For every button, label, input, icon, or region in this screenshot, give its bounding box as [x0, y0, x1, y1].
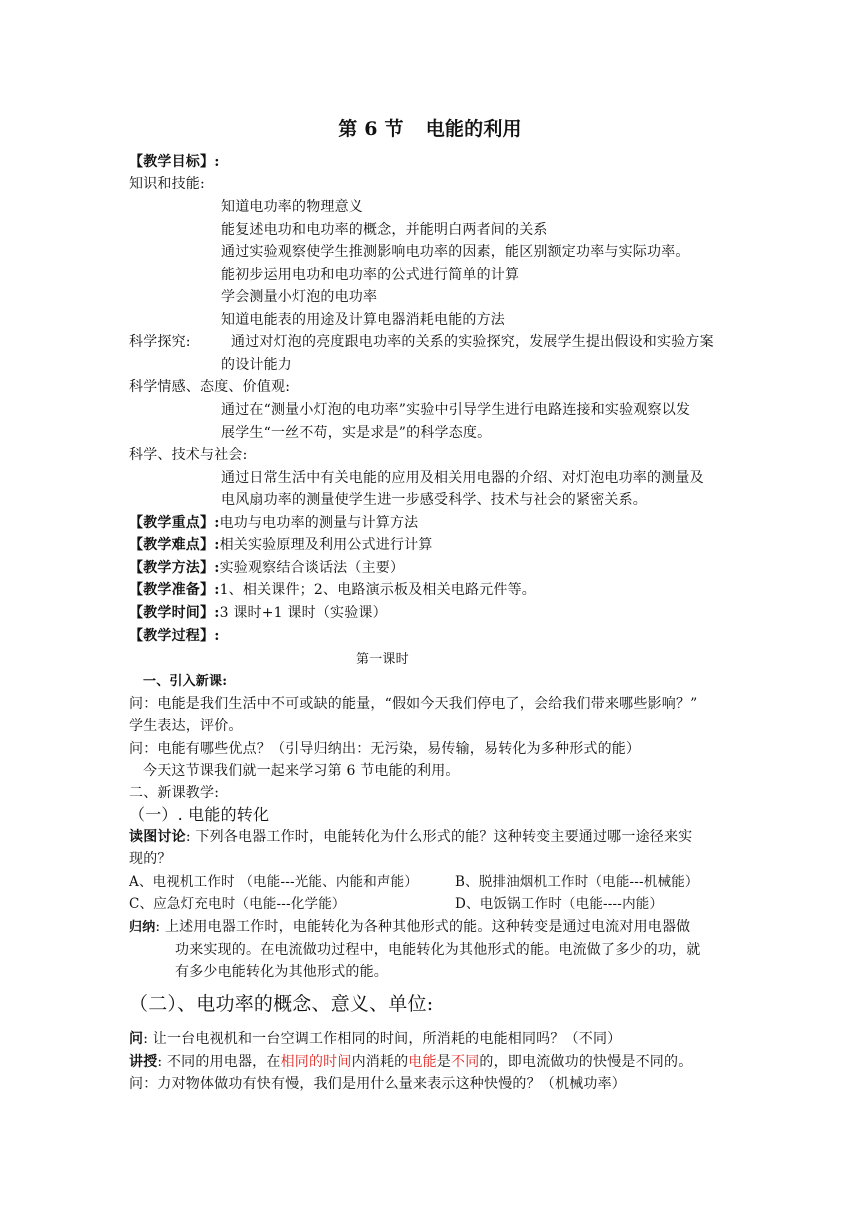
knowledge-label: 知识和技能: [129, 176, 205, 192]
info-text: 电功与电功率的测量与计算方法 [219, 515, 419, 531]
info-text: 1、相关课件；2、电路演示板及相关电路元件等。 [219, 582, 536, 598]
today-topic: 今天这节课我们就一起来学习第 6 节电能的利用。 [143, 763, 460, 779]
question-3-text: : 让一台电视机和一台空调工作相同的时间，所消耗的电能相同吗？（不同） [143, 1031, 622, 1047]
lecture-highlight-different: 不同 [451, 1054, 480, 1070]
lecture-highlight-energy: 电能 [408, 1054, 437, 1070]
info-label: 【教学准备】: [129, 582, 220, 598]
society-text-line1: 通过日常生活中有关电能的应用及相关用电器的介绍、对灯泡电功率的测量及 [221, 470, 704, 486]
summary-line3: 有多少电能转化为其他形式的能。 [175, 964, 388, 980]
example-c: C、应急灯充电时（电能---化学能） [129, 896, 346, 912]
lecture-label: 讲授 [129, 1054, 158, 1070]
question-2: 问：电能有哪些优点？（引导归纳出：无污染，易传输，易转化为多种形式的能） [129, 741, 641, 757]
objectives-heading: 【教学目标】: [129, 154, 220, 170]
emotion-text-line1: 通过在“测量小灯泡的电功率”实验中引导学生进行电路连接和实验观察以发 [221, 402, 691, 418]
society-text-line2: 电风扇功率的测量使学生进一步感受科学、技术与社会的紧密关系。 [221, 492, 647, 508]
example-d: D、电饭锅工作时（电能----内能） [455, 896, 664, 912]
info-row-process [129, 626, 220, 646]
question-1-line1: 问：电能是我们生活中不可或缺的能量，“假如今天我们停电了，会给我们带来哪些影响？” [129, 696, 698, 712]
info-row-time [129, 603, 387, 623]
info-label: 【教学时间】: [129, 605, 220, 621]
info-text: 相关实验原理及利用公式进行计算 [219, 537, 433, 553]
lecture-text: 是 [436, 1054, 451, 1070]
lecture-text: 内消耗的 [351, 1054, 409, 1070]
discussion-line2: 现的？ [129, 851, 172, 867]
knowledge-item: 能复述电功和电功率的概念，并能明白两者间的关系 [221, 222, 548, 238]
part-1-heading: （一）. 电能的转化 [129, 805, 270, 824]
section-number: 第 6 节 [338, 118, 404, 140]
summary-label: 归纳 [129, 920, 156, 935]
question-3 [129, 1029, 621, 1049]
inquiry-text-line2: 的设计能力 [221, 357, 292, 373]
part-2-heading: （二）、电功率的概念、意义、单位: [129, 993, 434, 1015]
knowledge-item: 知道电功率的物理意义 [221, 199, 363, 215]
summary-line1 [129, 917, 690, 938]
discussion-line1 [129, 827, 692, 847]
emotion-text-line2: 展学生“一丝不苟，实是求是”的科学态度。 [221, 425, 492, 441]
first-period-label: 第一课时 [356, 652, 409, 667]
info-label: 【教学过程】: [129, 628, 220, 644]
society-label: 科学、技术与社会: [129, 447, 248, 463]
knowledge-item: 知道电能表的用途及计算电器消耗电能的方法 [221, 312, 505, 328]
info-label: 【教学方法】: [129, 560, 220, 576]
info-text: 实验观察结合谈话法（主要） [219, 560, 405, 576]
discussion-label: 读图讨论 [129, 829, 186, 845]
question-3-label: 问 [129, 1031, 144, 1047]
section-name: 电能的利用 [425, 118, 522, 140]
lecture-text: : 不同的用电器，在 [157, 1054, 281, 1070]
question-1-line2: 学生表达，评价。 [129, 718, 243, 734]
page-title [0, 117, 860, 141]
example-a: A、电视机工作时 （电能---光能、内能和声能） [129, 874, 419, 890]
knowledge-item: 通过实验观察使学生推测影响电功率的因素，能区别额定功率与实际功率。 [221, 244, 690, 260]
knowledge-item: 能初步运用电功和电功率的公式进行简单的计算 [221, 267, 520, 283]
info-row-difficulty [129, 535, 433, 555]
summary-line2: 功来实现的。在电流做功过程中，电能转化为其他形式的能。电流做了多少的功，就 [175, 942, 701, 958]
knowledge-item: 学会测量小灯泡的电功率 [221, 289, 378, 305]
info-row-key-point [129, 513, 418, 533]
example-b: B、脱排油烟机工作时（电能---机械能） [455, 874, 699, 890]
lecture-line [129, 1052, 692, 1072]
intro-heading: 一、引入新课: [143, 674, 228, 689]
new-lesson-heading: 二、新课教学: [129, 785, 220, 801]
emotion-label: 科学情感、态度、价值观: [129, 379, 291, 395]
summary-text: : 上述用电器工作时，电能转化为各种其他形式的能。这种转变是通过电流对用电器做 [155, 919, 691, 935]
lecture-text: 的，即电流做功的快慢是不同的。 [479, 1054, 693, 1070]
info-label: 【教学重点】: [129, 515, 220, 531]
info-row-method [129, 558, 404, 578]
inquiry-text-line1: 通过对灯泡的亮度跟电功率的关系的实验探究，发展学生提出假设和实验方案 [231, 334, 714, 350]
inquiry-label: 科学探究: [129, 334, 191, 350]
info-text: 3 课时+1 课时（实验课） [219, 605, 387, 621]
question-4: 问：力对物体做功有快有慢，我们是用什么量来表示这种快慢的？（机械功率） [129, 1076, 626, 1092]
discussion-text: : 下列各电器工作时，电能转化为什么形式的能？这种转变主要通过哪一途径来实 [185, 829, 693, 845]
info-label: 【教学难点】: [129, 537, 220, 553]
lecture-highlight-same-time: 相同的时间 [280, 1054, 352, 1070]
info-row-preparation [129, 580, 536, 600]
